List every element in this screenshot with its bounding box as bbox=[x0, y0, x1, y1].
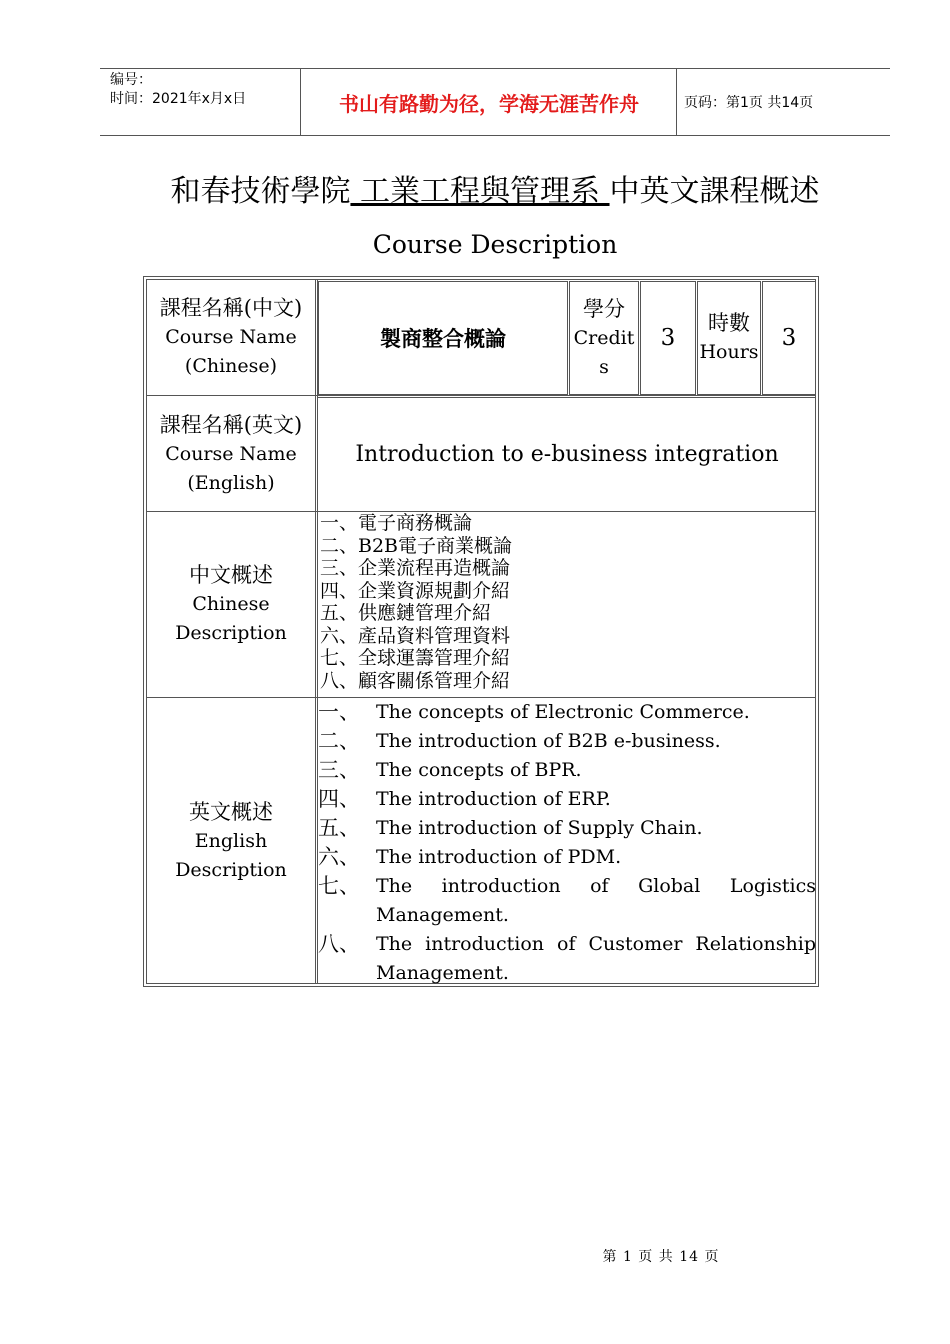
course-name-en-value: Introduction to e-business integration bbox=[355, 441, 779, 467]
list-item: 四、 The introduction of ERP. bbox=[318, 787, 611, 811]
list-item: 七、全球運籌管理介紹 bbox=[320, 647, 511, 669]
school-name: 和春技術學院 bbox=[170, 174, 351, 209]
page-title bbox=[0, 166, 950, 210]
english-description-list bbox=[318, 698, 816, 988]
list-item: 六、 The introduction of PDM. bbox=[318, 845, 622, 869]
hours-label: 時數 Hours bbox=[699, 311, 759, 363]
header-page-info: 页码：第1页 共14页 bbox=[684, 95, 814, 111]
list-item: 七、 The introduction of Global Logistics Management. bbox=[318, 874, 816, 926]
code-label: 编号： bbox=[110, 72, 152, 88]
row-divider bbox=[146, 395, 816, 396]
list-item: 五、供應鏈管理介紹 bbox=[320, 602, 492, 624]
header-divider bbox=[300, 69, 301, 135]
header-slogan: 书山有路勤为径，学海无涯苦作舟 bbox=[339, 91, 639, 116]
time-label: 时间：2021年x月x日 bbox=[110, 91, 247, 107]
list-item: 三、企業流程再造概論 bbox=[320, 557, 511, 579]
chinese-description-label: 中文概述 Chinese Description bbox=[175, 563, 287, 644]
header-divider bbox=[676, 69, 677, 135]
hours-value: 3 bbox=[781, 325, 797, 351]
list-item: 八、 The introduction of Customer Relationship Management. bbox=[318, 932, 816, 984]
course-name-en-label: 課程名稱(英文) Course Name (English) bbox=[159, 412, 303, 494]
list-item: 二、B2B電子商業概論 bbox=[320, 534, 513, 557]
page-footer: 第 1 页 共 14 页 bbox=[602, 1249, 720, 1265]
department-name: 工業工程與管理系 bbox=[350, 174, 610, 209]
page-subtitle: Course Description bbox=[372, 230, 618, 259]
course-name-cn-label: 課程名稱(中文) Course Name (Chinese) bbox=[159, 295, 303, 377]
list-item: 八、顧客關係管理介紹 bbox=[320, 669, 511, 692]
document-header bbox=[100, 68, 890, 136]
list-item: 六、產品資料管理資料 bbox=[320, 624, 511, 647]
course-table bbox=[143, 276, 819, 987]
chinese-description-list bbox=[320, 512, 816, 692]
header-meta bbox=[110, 71, 300, 109]
list-item: 一、電子商務概論 bbox=[320, 512, 473, 534]
list-item: 二、 The introduction of B2B e-business. bbox=[318, 729, 721, 753]
credits-value: 3 bbox=[660, 325, 676, 351]
course-name-cn-value: 製商整合概論 bbox=[380, 326, 506, 351]
list-item: 四、企業資源規劃介紹 bbox=[320, 579, 511, 602]
credits-label: 學分 Credit s bbox=[573, 296, 635, 378]
list-item: 五、 The introduction of Supply Chain. bbox=[318, 816, 703, 840]
title-suffix: 中英文課程概述 bbox=[609, 174, 820, 209]
english-description-label: 英文概述 English Description bbox=[175, 799, 287, 881]
list-item: 一、 The concepts of Electronic Commerce. bbox=[318, 700, 750, 724]
list-item: 三、 The concepts of BPR. bbox=[318, 758, 582, 782]
